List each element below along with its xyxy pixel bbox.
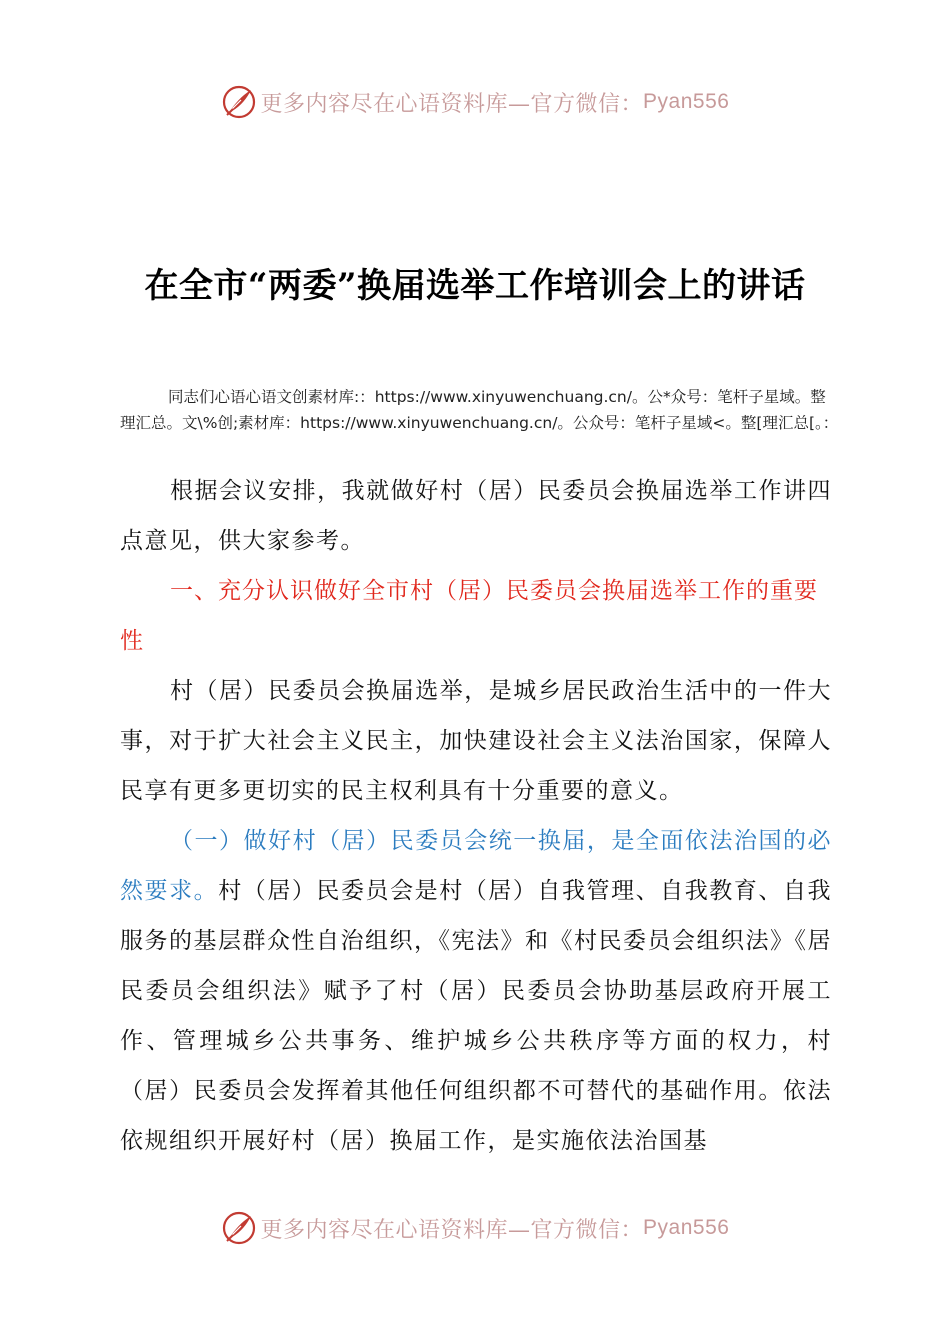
banner-wechat-id: Pyan556 [643, 1216, 730, 1239]
section-heading-1: 一、充分认识做好全市村（居）民委员会换届选举工作的重要性 [120, 578, 818, 654]
quill-logo-icon [221, 1210, 257, 1246]
body-paragraph-2-text: 村（居）民委员会是村（居）自我管理、自我教育、自我服务的基层群众性自治组织，《宪法》和《村民委员会组织法》《居民委员会组织法》赋予了村（居）民委员会协助基层政府开展工作、管理城乡公共事务、维护城乡公共秩序等方面的权力，村（居）民委员会发挥着其他任何组织都不可替代的基础作用。依法依规组织开展好村（居）换届工作，是实施依法治国基 [120, 878, 833, 1154]
banner-text: 更多内容尽在心语资料库—官方微信： [260, 91, 644, 117]
watermark-banner-bottom [0, 1206, 950, 1250]
body-paragraph-2 [120, 816, 832, 1166]
body-paragraph-1: 村（居）民委员会换届选举，是城乡居民政治生活中的一件大事，对于扩大社会主义民主，加快建设社会主义法治国家，保障人民享有更多更切实的民主权利具有十分重要的意义。 [120, 678, 832, 804]
banner-text: 更多内容尽在心语资料库—官方微信： [260, 1217, 644, 1243]
watermark-banner-top [0, 80, 950, 124]
source-note: 同志们心语心语文创素材库:：https://www.xinyuwenchuang.cn/。公*众号：笔杆子星域。整理汇总。文\%创;素材库：https://www.xinyuwenchuang.cn/。公众号：笔杆子星域<。整[理汇总[。： [120, 388, 839, 432]
document-title: 在全市“两委”换届选举工作培训会上的讲话 [144, 266, 806, 306]
banner-wechat-id: Pyan556 [643, 90, 730, 113]
intro-paragraph: 根据会议安排，我就做好村（居）民委员会换届选举工作讲四点意见，供大家参考。 [120, 478, 832, 554]
subheading-1: （一）做好村（居）民委员会统一换届，是全面依法治国的必然要求。 [120, 828, 832, 904]
quill-logo-icon [221, 84, 257, 120]
document-body [120, 466, 832, 1166]
